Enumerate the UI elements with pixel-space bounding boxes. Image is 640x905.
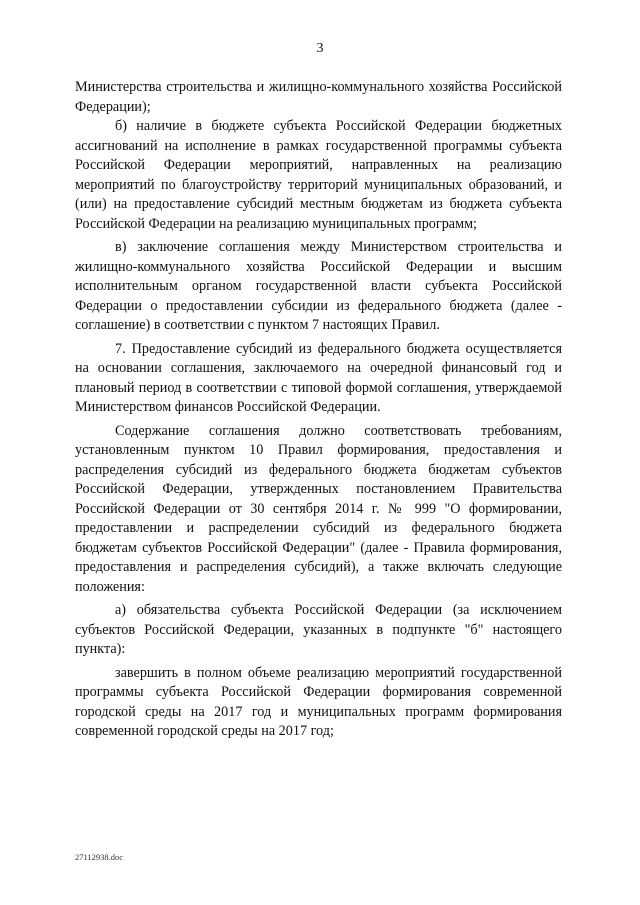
paragraph-clause-7: 7. Предоставление субсидий из федерального бюджета осуществляется на основании соглашения, заключаемого на очередной финансовый год и плановый период в соответствии с типовой формой соглашения, утверждаемой Министерством финансов Российской Федерации. [75,340,562,415]
paragraph-agreement-content: Содержание соглашения должно соответствовать требованиям, установленным пунктом 10 Правил формирования, предоставления и распределения субсидий из федерального бюджета бюджетам субъектов Российской Федерации, утвержденных постановлением Правительства Российской Федерации от 30 сентября 2014 г. № 999 "О формировании, предоставлении и распределении субсидий из федерального бюджета бюджетам субъектов Российской Федерации" (далее - Правила формирования, предоставления и распределения субсидий), а также включать следующие положения: [75,422,562,595]
paragraph-continuation: Министерства строительства и жилищно-коммунального хозяйства Российской Федерации); [75,79,562,115]
page-number: 3 [316,41,324,56]
paragraph-obligation: завершить в полном объеме реализацию мероприятий государственной программы субъекта Российской Федерации формирования современной городской среды на 2017 год и муниципальных программ формирования современной городской среды на 2017 год; [75,664,562,739]
document-body [75,78,562,742]
paragraph-item-a: а) обязательства субъекта Российской Федерации (за исключением субъектов Российской Федерации, указанных в подпункте "б" настоящего пункта): [75,602,562,657]
paragraph-item-v: в) заключение соглашения между Министерством строительства и жилищно-коммунального хозяйства Российской Федерации и высшим исполнительным органом государственной власти субъекта Российской Федерации о предоставлении субсидии из федерального бюджета (далее - соглашение) в соответствии с пунктом 7 настоящих Правил. [75,239,562,333]
paragraph-item-b: б) наличие в бюджете субъекта Российской Федерации бюджетных ассигнований на исполнение в рамках государственной программы субъекта Российской Федерации мероприятий, направленных на реализацию мероприятий по благоустройству территорий муниципальных образований, и (или) на предоставление субсидий местным бюджетам из бюджета субъекта Российской Федерации на реализацию муниципальных программ; [75,118,562,232]
footer-filename: 27112938.doc [75,852,124,862]
